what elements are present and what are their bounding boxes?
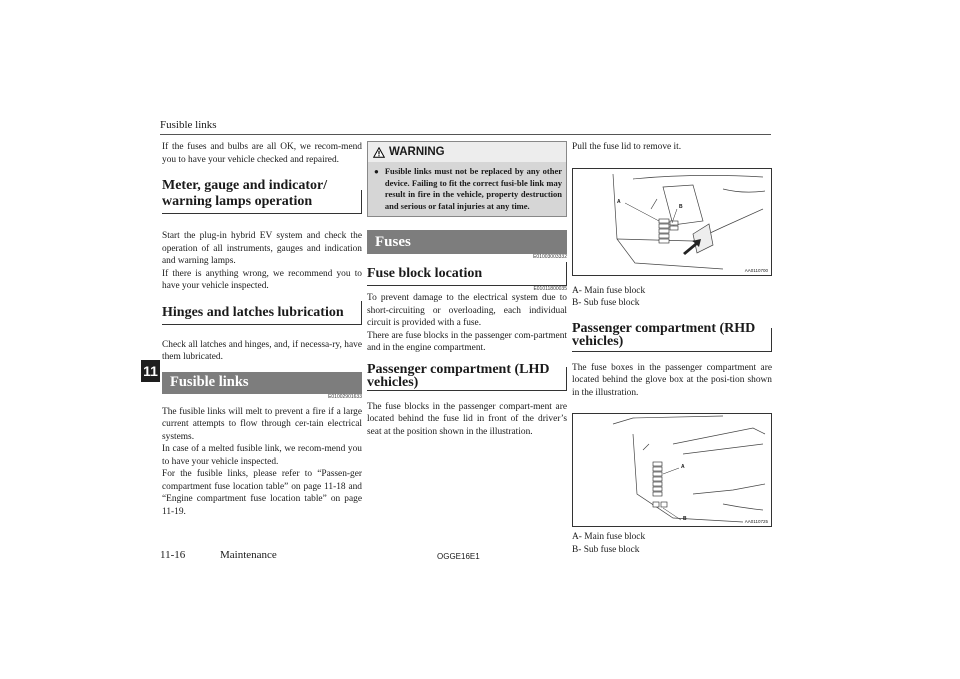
paragraph: Pull the fuse lid to remove it. [572, 142, 682, 152]
section-code: E01011800035 [533, 286, 567, 292]
intro-paragraph: If the fuses and bulbs are all OK, we recom-mend you to have your vehicle checked and repaired. [162, 142, 362, 165]
callout-label-a: A [617, 198, 621, 205]
figure-lhd-fuse-location [572, 168, 772, 276]
running-head: Fusible links [160, 119, 217, 131]
section-bar-fusible-links: Fusible links [162, 372, 362, 394]
warning-text: Fusible links must not be replaced by any other device. Failing to fit the correct fusi-ble link may result in fire in the vehicle, property destruction and serious or fatal injuries at any time. [384, 166, 562, 211]
page-number: 11-16 [160, 549, 186, 561]
paragraph: The fusible links will melt to prevent a fire if a large current attempts to flow through cer-tain electrical systems. [162, 406, 362, 442]
column-3 [572, 141, 772, 556]
paragraph: Check all latches and hinges, and, if necessa-ry, have them lubricated. [162, 339, 362, 362]
callout-label-a: A [681, 464, 685, 470]
column-1 [162, 141, 362, 518]
chapter-tab: 11 [141, 360, 160, 382]
document-code: OGGE16E1 [437, 552, 480, 561]
callout-label-b: B [679, 203, 683, 210]
paragraph: Start the plug-in hybrid EV system and check the operation of all instruments, gauges and indication and warning lamps. [162, 231, 362, 266]
section-heading-lhd: Passenger compartment (LHD vehicles) [367, 363, 567, 391]
section-heading-rhd: Passenger compartment (RHD vehicles) [572, 322, 772, 352]
figure-code: AA0110700 [744, 267, 768, 273]
legend-item: B- Sub fuse block [572, 298, 640, 308]
paragraph: To prevent damage to the electrical system due to short-circuiting or overloading, each individual circuit is provided with a fuse. [367, 293, 567, 328]
warning-header [368, 142, 566, 162]
warning-triangle-icon [373, 147, 385, 158]
column-2 [367, 141, 567, 438]
paragraph: For the fusible links, please refer to “Passen-ger compartment fuse location table” on page 11-18 and “Engine compartment fuse location table” on page 11-19. [162, 469, 362, 517]
warning-title: WARNING [389, 146, 445, 158]
legend-item: A- Main fuse block [572, 532, 646, 542]
paragraph: The fuse blocks in the passenger compart-ment are located behind the fuse lid in front of the driver’s seat at the position shown in the illustration. [367, 401, 567, 437]
header-rule [160, 134, 771, 135]
figure-rhd-fuse-location [572, 413, 772, 527]
paragraph: In case of a melted fusible link, we recom-mend you to have your vehicle inspected. [162, 444, 362, 467]
section-bar-fuses: Fuses [367, 230, 567, 254]
glovebox-illustration [573, 414, 771, 526]
legend-item: A- Main fuse block [572, 285, 646, 296]
section-heading-fuse-block-location: Fuse block location [367, 266, 567, 286]
section-code: E01002901633 [328, 393, 362, 400]
section-heading-meter: Meter, gauge and indicator/ warning lamps operation [162, 178, 362, 214]
paragraph: There are fuse blocks in the passenger com-partment and in the engine compartment. [367, 330, 567, 353]
figure-code: AA0110725 [744, 519, 768, 524]
bullet-icon: ● [374, 167, 379, 176]
paragraph: If there is anything wrong, we recommend you to have your vehicle inspected. [162, 268, 362, 291]
section-code: E01003003332 [533, 254, 567, 260]
warning-body [368, 162, 566, 212]
dashboard-illustration [573, 169, 771, 275]
figure-legend [572, 531, 772, 556]
figure-legend [572, 285, 772, 310]
paragraph: The fuse boxes in the passenger compartment are located behind the glove box at the posi-tion shown in the illustration. [572, 362, 772, 398]
warning-box [367, 141, 567, 217]
legend-item: B- Sub fuse block [572, 544, 640, 555]
callout-label-b: B [683, 516, 687, 522]
section-heading-hinges: Hinges and latches lubrication [162, 305, 362, 325]
footer-section-name: Maintenance [220, 549, 277, 561]
